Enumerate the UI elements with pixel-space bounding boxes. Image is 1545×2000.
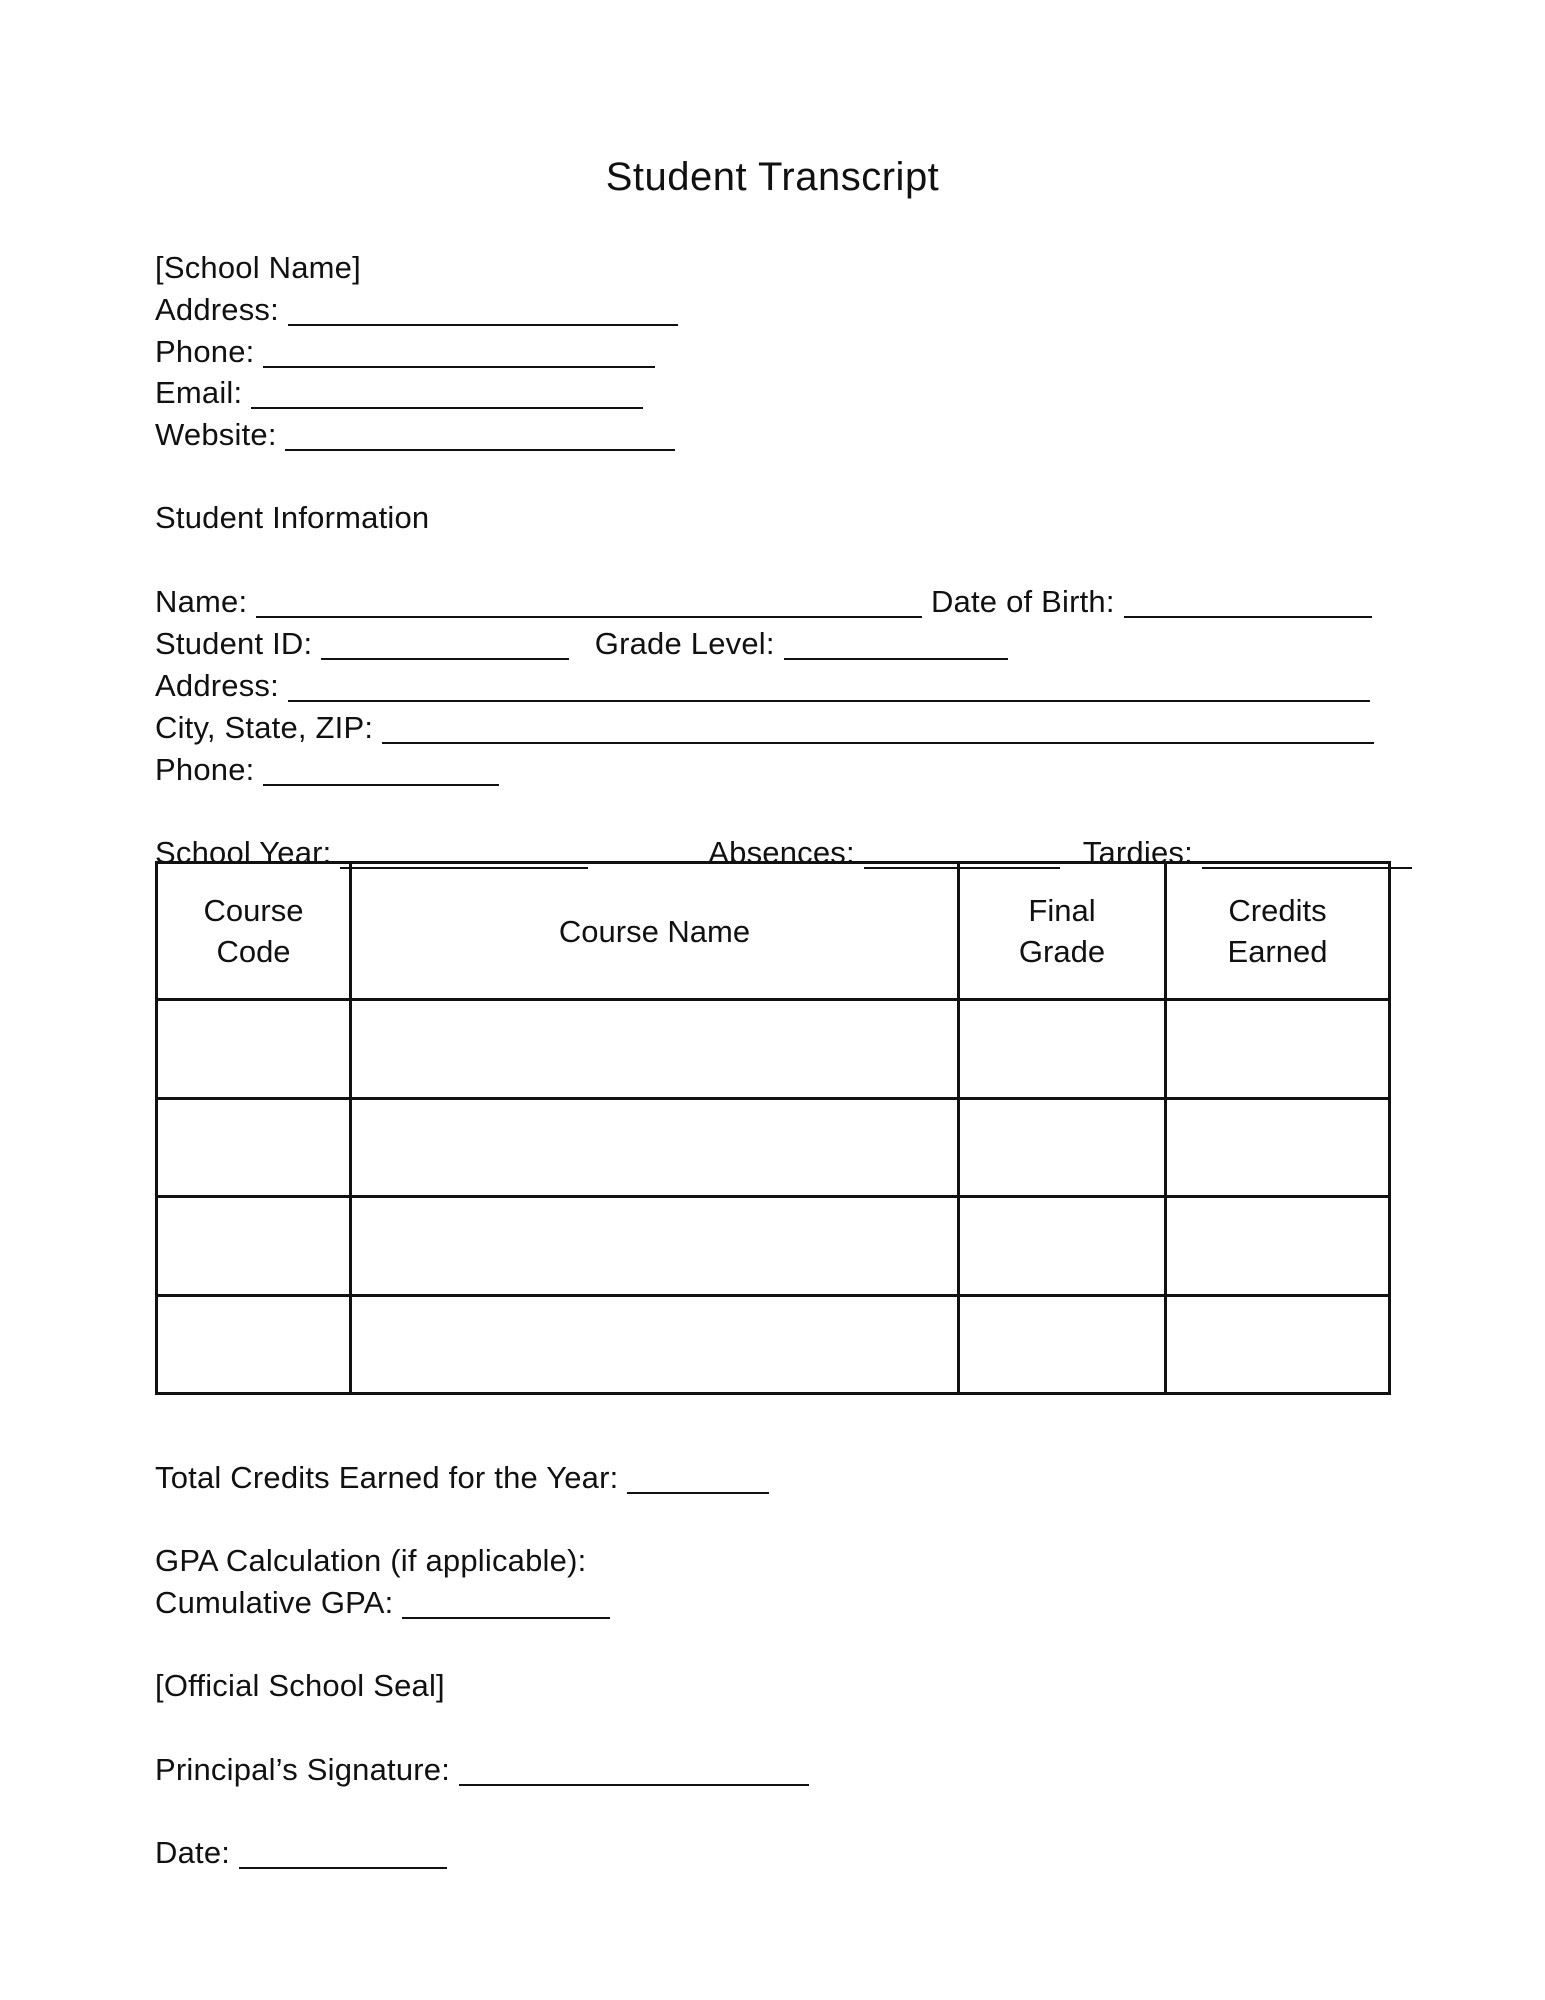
cell-course-name[interactable] — [351, 1295, 959, 1394]
school-seal-placeholder: [Official School Seal] — [155, 1668, 445, 1703]
total-credits-field — [155, 1458, 769, 1498]
gpa-heading: GPA Calculation (if applicable): — [155, 1543, 587, 1578]
student-address-field — [155, 666, 1370, 706]
total-credits-label: Total Credits Earned for the Year: — [155, 1460, 619, 1495]
cell-final-grade[interactable] — [959, 1197, 1166, 1296]
school-email-input[interactable] — [251, 377, 643, 409]
cell-course-code[interactable] — [157, 1000, 351, 1099]
cell-course-code[interactable] — [157, 1098, 351, 1197]
table-header-row — [157, 863, 1390, 1000]
cumulative-gpa-input[interactable] — [402, 1587, 610, 1619]
student-id-label: Student ID: — [155, 626, 313, 661]
signature-field — [155, 1750, 809, 1790]
dob-label: Date of Birth: — [930, 584, 1115, 619]
table-row — [157, 1000, 1390, 1099]
cumulative-gpa-label: Cumulative GPA: — [155, 1585, 394, 1620]
student-city-input[interactable] — [382, 712, 1374, 744]
header-course-name: Course Name — [351, 863, 959, 1000]
table-row — [157, 1295, 1390, 1394]
tardies-label: Tardies: — [1082, 835, 1193, 870]
table-row — [157, 1098, 1390, 1197]
cell-credits-earned[interactable] — [1166, 1197, 1390, 1296]
student-phone-input[interactable] — [263, 754, 499, 786]
cumulative-gpa-field — [155, 1583, 610, 1623]
table-row — [157, 1197, 1390, 1296]
student-address-input[interactable] — [288, 670, 1370, 702]
header-final-grade: Final Grade — [959, 863, 1166, 1000]
student-name-input[interactable] — [256, 586, 922, 618]
student-info-heading: Student Information — [155, 500, 430, 535]
school-address-input[interactable] — [288, 294, 678, 326]
school-address-label: Address: — [155, 292, 279, 327]
cell-course-name[interactable] — [351, 1197, 959, 1296]
school-phone-input[interactable] — [263, 336, 655, 368]
absences-label: Absences: — [708, 835, 855, 870]
student-id-row — [155, 624, 1008, 664]
course-table — [155, 861, 1391, 1395]
cell-course-name[interactable] — [351, 1000, 959, 1099]
page-title: Student Transcript — [605, 155, 940, 199]
cell-course-code[interactable] — [157, 1295, 351, 1394]
cell-credits-earned[interactable] — [1166, 1098, 1390, 1197]
date-field — [155, 1833, 447, 1873]
student-name-label: Name: — [155, 584, 248, 619]
header-credits-earned: Credits Earned — [1166, 863, 1390, 1000]
school-website-field — [155, 415, 675, 455]
school-email-label: Email: — [155, 375, 243, 410]
signature-input[interactable] — [459, 1754, 809, 1786]
school-website-label: Website: — [155, 417, 277, 452]
school-phone-field — [155, 332, 655, 372]
cell-course-code[interactable] — [157, 1197, 351, 1296]
student-phone-label: Phone: — [155, 752, 255, 787]
total-credits-input[interactable] — [627, 1462, 769, 1494]
school-website-input[interactable] — [285, 419, 675, 451]
student-name-row — [155, 582, 1372, 622]
cell-credits-earned[interactable] — [1166, 1295, 1390, 1394]
grade-level-label: Grade Level: — [594, 626, 775, 661]
cell-final-grade[interactable] — [959, 1295, 1166, 1394]
school-phone-label: Phone: — [155, 334, 255, 369]
cell-course-name[interactable] — [351, 1098, 959, 1197]
school-year-label: School Year: — [155, 835, 332, 870]
cell-final-grade[interactable] — [959, 1000, 1166, 1099]
date-input[interactable] — [239, 1837, 447, 1869]
school-address-field — [155, 290, 678, 330]
cell-final-grade[interactable] — [959, 1098, 1166, 1197]
student-address-label: Address: — [155, 668, 279, 703]
student-phone-field — [155, 750, 499, 790]
grade-level-input[interactable] — [784, 628, 1008, 660]
school-email-field — [155, 373, 643, 413]
header-course-code: Course Code — [157, 863, 351, 1000]
cell-credits-earned[interactable] — [1166, 1000, 1390, 1099]
signature-label: Principal’s Signature: — [155, 1752, 451, 1787]
student-city-label: City, State, ZIP: — [155, 710, 374, 745]
dob-input[interactable] — [1124, 586, 1372, 618]
student-city-field — [155, 708, 1374, 748]
date-label: Date: — [155, 1835, 231, 1870]
school-name: [School Name] — [155, 250, 361, 285]
student-id-input[interactable] — [321, 628, 569, 660]
